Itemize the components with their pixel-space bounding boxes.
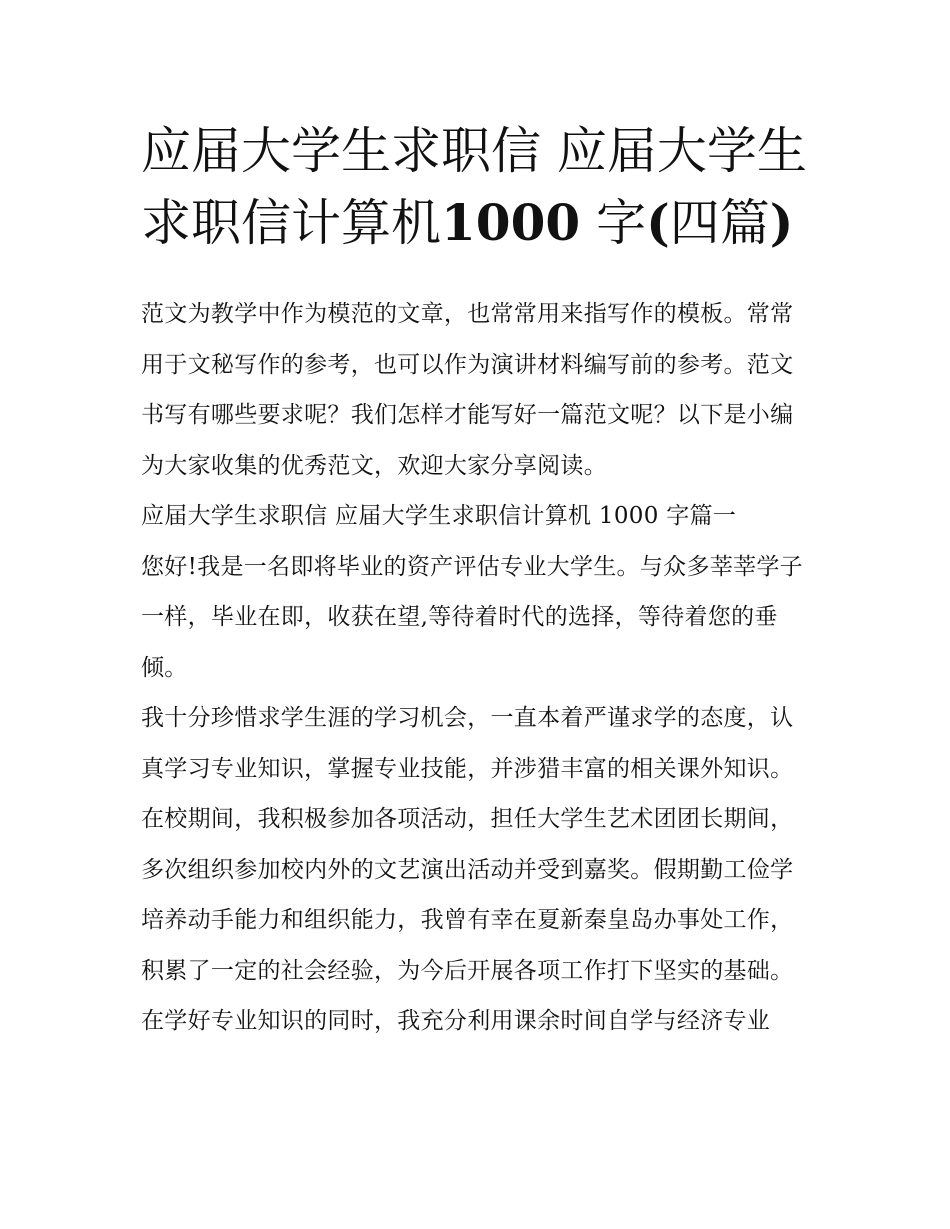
- document-page: [141, 115, 813, 1047]
- title-text-3: 四篇: [669, 194, 770, 252]
- body-paragraph-continued: 在学好专业知识的同时，我充分利用课余时间自学与经济专业: [141, 1008, 771, 1034]
- document-title: [141, 115, 813, 259]
- greeting-paragraph: 您好!我是一名即将毕业的资产评估专业大学生。与众多莘莘学子一样，毕业在即，收获在望,等待着时代的选择，等待着您的垂倾。: [141, 553, 803, 681]
- title-paren-open: (: [646, 193, 670, 252]
- title-spacer: [141, 259, 813, 289]
- title-text-1: 应届大学生求职信 应届大学生求职信计算机: [141, 122, 807, 252]
- section-heading: 应届大学生求职信 应届大学生求职信计算机 1000 字篇一: [141, 503, 737, 529]
- body-paragraph: 我十分珍惜求学生涯的学习机会，一直本着严谨求学的态度，认真学习专业知识，掌握专业技能，并涉猎丰富的相关课外知识。在校期间，我积极参加各项活动，担任大学生艺术团团长期间，多次组织参加校内外的文艺演出活动并受到嘉奖。假期勤工俭学培养动手能力和组织能力，我曾有幸在夏新秦皇岛办事处工作，积累了一定的社会经验，为今后开展各项工作打下坚实的基础。: [141, 705, 794, 984]
- title-text-2: 字: [580, 194, 647, 252]
- title-paren-close: ): [769, 193, 794, 252]
- title-number: 1000: [441, 193, 581, 252]
- intro-paragraph: 范文为教学中作为模范的文章，也常常用来指写作的模板。常常用于文秘写作的参考，也可以作为演讲材料编写前的参考。范文书写有哪些要求呢？我们怎样才能写好一篇范文呢？以下是小编为大家收集的优秀范文，欢迎大家分享阅读。: [141, 301, 794, 479]
